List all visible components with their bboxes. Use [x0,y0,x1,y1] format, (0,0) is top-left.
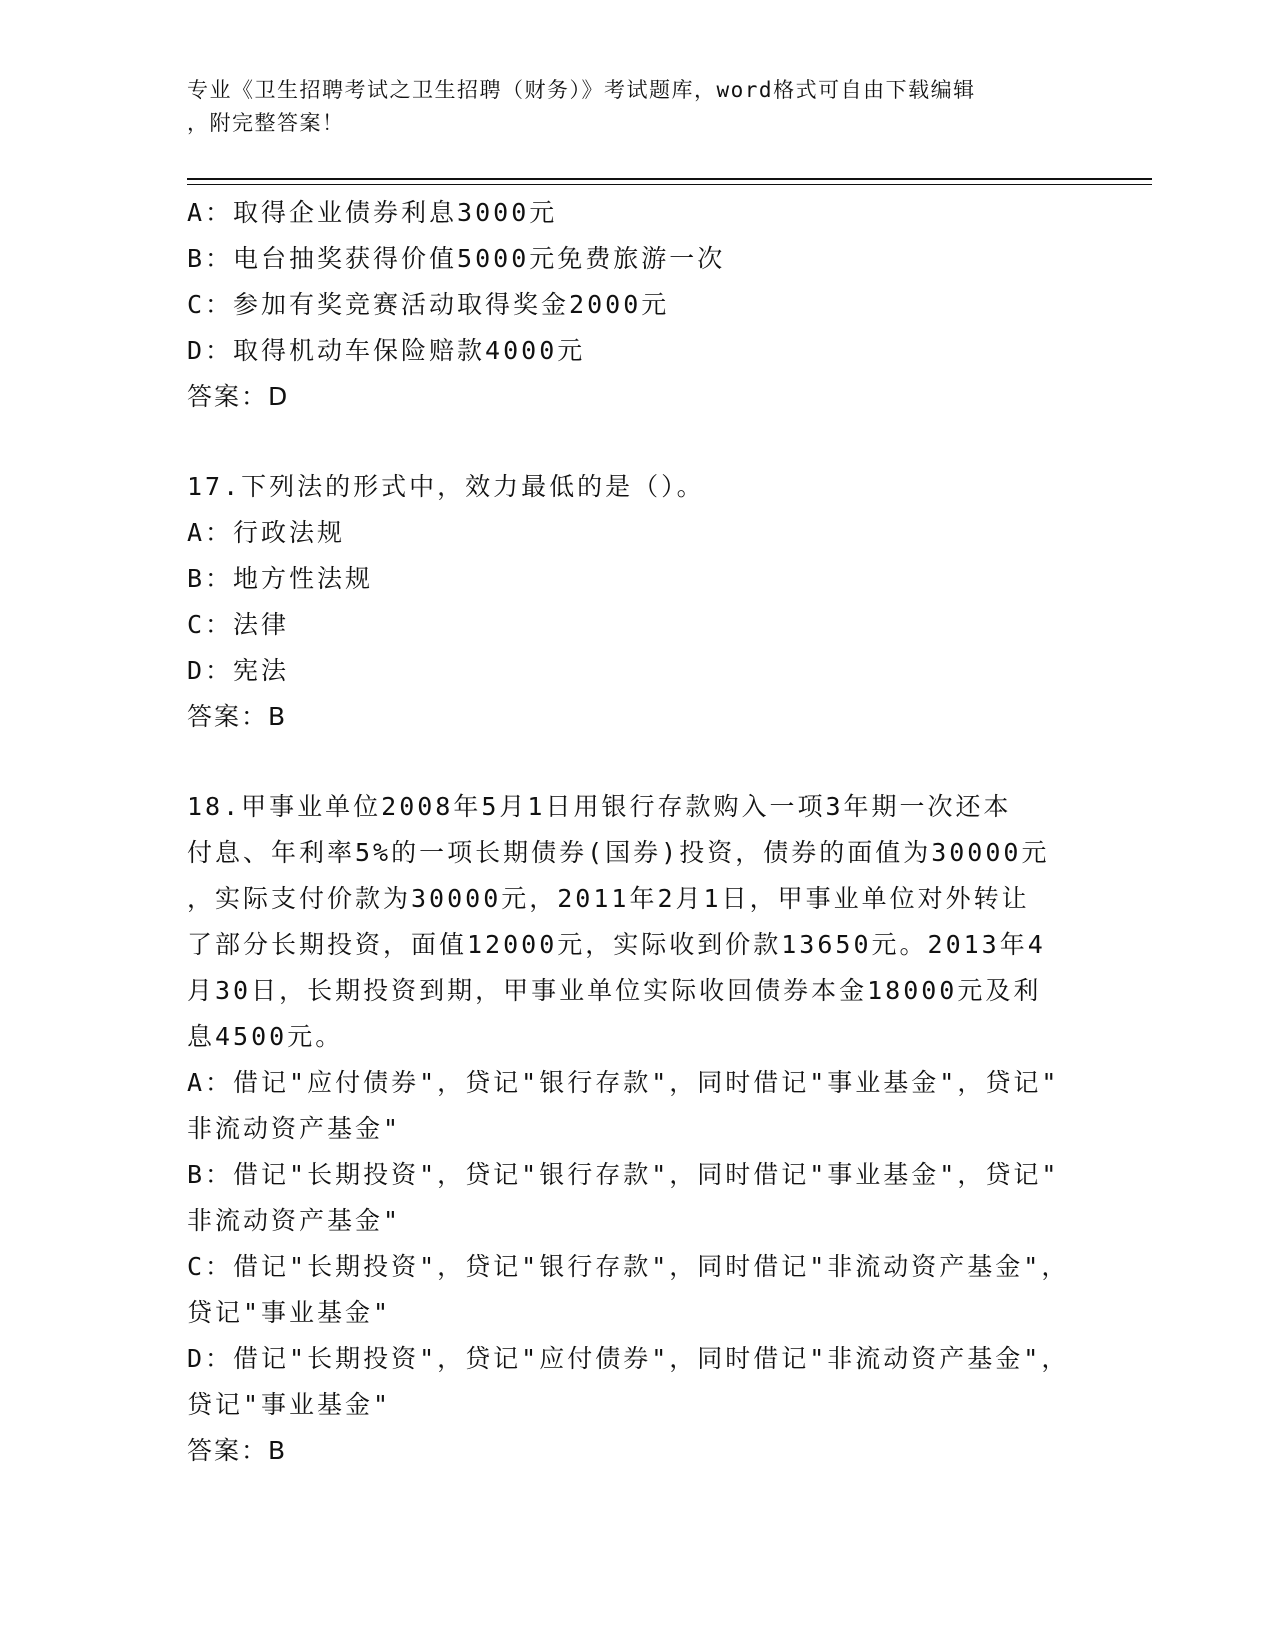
option-c: C：法律 [187,610,290,639]
question-stem-line: 付息、年利率5%的一项长期债券(国券)投资，债券的面值为30000元 [187,838,1050,867]
question-stem-line: ，实际支付价款为30000元，2011年2月1日，甲事业单位对外转让 [187,884,1030,913]
option-d-cont: 贷记"事业基金" [187,1390,392,1419]
option-b: B：电台抽奖获得价值5000元免费旅游一次 [187,244,726,273]
answer: 答案：B [187,1436,288,1465]
option-b-cont: 非流动资产基金" [187,1206,402,1235]
question-stem: 17.下列法的形式中，效力最低的是（）。 [187,472,705,501]
option-a-cont: 非流动资产基金" [187,1114,402,1143]
option-d: D：借记"长期投资"，贷记"应付债券"，同时借记"非流动资产基金"， [187,1344,1070,1373]
question-content [187,190,1072,1474]
question-stem-line: 18.甲事业单位2008年5月1日用银行存款购入一项3年期一次还本 [187,792,1012,821]
header-line-1: 专业《卫生招聘考试之卫生招聘（财务）》考试题库，word格式可自由下载编辑 [187,78,976,102]
header-line-2: ，附完整答案！ [187,111,345,135]
question-16 [187,190,1072,420]
option-c: C：借记"长期投资"，贷记"银行存款"，同时借记"非流动资产基金"， [187,1252,1070,1281]
question-18 [187,784,1072,1474]
option-c: C：参加有奖竞赛活动取得奖金2000元 [187,290,670,319]
answer: 答案：B [187,702,288,731]
question-17 [187,464,1072,740]
option-b: B：借记"长期投资"，贷记"银行存款"，同时借记"事业基金"，贷记" [187,1160,1060,1189]
option-d: D：宪法 [187,656,290,685]
option-a: A：借记"应付债券"，贷记"银行存款"，同时借记"事业基金"，贷记" [187,1068,1060,1097]
answer: 答案：D [187,382,290,411]
question-stem-line: 月30日，长期投资到期，甲事业单位实际收回债券本金18000元及利 [187,976,1042,1005]
option-b: B：地方性法规 [187,564,374,593]
option-a: A：行政法规 [187,518,346,547]
option-a: A：取得企业债券利息3000元 [187,198,558,227]
option-d: D：取得机动车保险赔款4000元 [187,336,586,365]
question-stem-line: 了部分长期投资，面值12000元，实际收到价款13650元。2013年4 [187,930,1046,959]
header-rule-thick [187,178,1152,180]
option-c-cont: 贷记"事业基金" [187,1298,392,1327]
document-header [187,74,1087,140]
header-rule-thin [187,184,1152,185]
question-stem-line: 息4500元。 [187,1022,344,1051]
